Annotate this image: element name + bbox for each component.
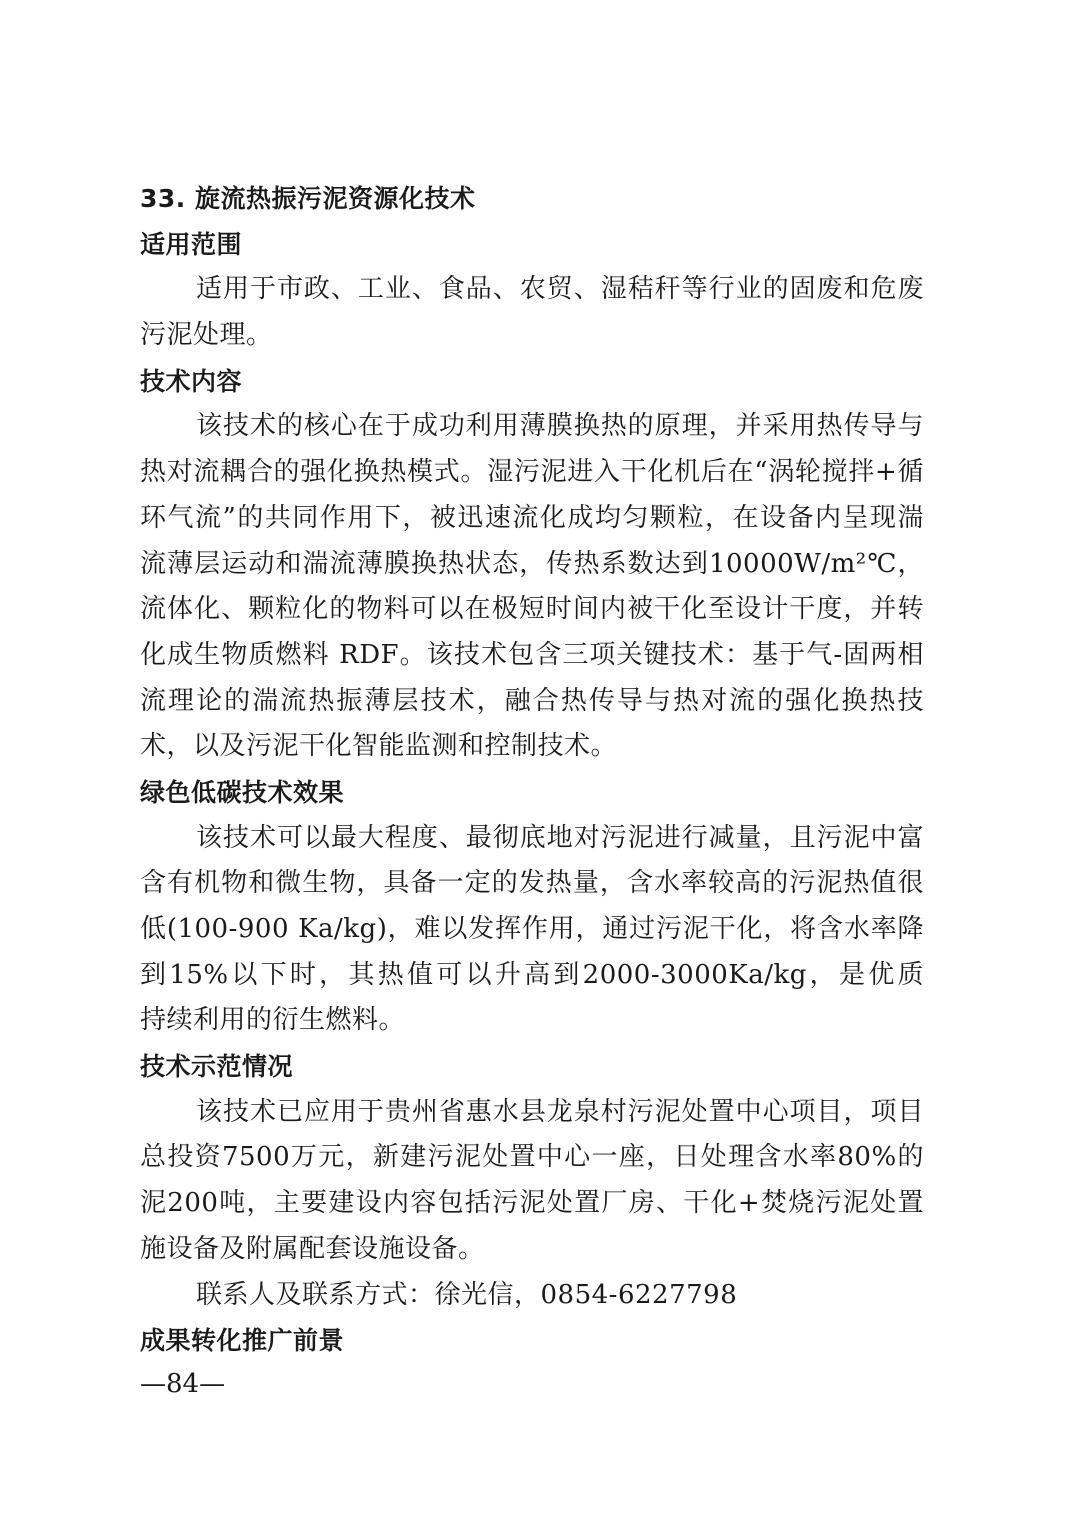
section-title: 33. 旋流热振污泥资源化技术 bbox=[140, 184, 476, 213]
page-number: —84— bbox=[140, 1369, 226, 1399]
demo-line: 总投资7500万元，新建污泥处置中心一座，日处理含水率80%的 bbox=[140, 1142, 924, 1173]
demo-line: 泥200吨，主要建设内容包括污泥处置厂房、干化+焚烧污泥处置 bbox=[140, 1188, 924, 1219]
outlook-heading: 成果转化推广前景 bbox=[140, 1326, 345, 1356]
content-line: 流体化、颗粒化的物料可以在极短时间内被干化至设计干度，并转 bbox=[140, 594, 924, 625]
effect-line: 低(100-900 Ka/kg)，难以发挥作用，通过污泥干化，将含水率降 bbox=[140, 914, 924, 944]
effect-line: 到15%以下时，其热值可以升高到2000-3000Ka/kg，是优质 bbox=[140, 959, 924, 990]
content-line: 化成生物质燃料 RDF。该技术包含三项关键技术：基于气-固两相 bbox=[140, 639, 924, 670]
page-content bbox=[140, 176, 924, 1364]
contact-line: 联系人及联系方式：徐光信，0854-6227798 bbox=[196, 1279, 738, 1310]
content-line: 流理论的湍流热振薄层技术，融合热传导与热对流的强化换热技 bbox=[140, 685, 924, 716]
demo-line: 施设备及附属配套设施设备。 bbox=[140, 1233, 485, 1264]
content-heading: 技术内容 bbox=[140, 366, 243, 396]
demo-line: 该技术已应用于贵州省惠水县龙泉村污泥处置中心项目，项目 bbox=[196, 1096, 924, 1127]
content-line: 流薄层运动和湍流薄膜换热状态，传热系数达到10000W/m²℃， bbox=[140, 548, 924, 579]
content-line: 该技术的核心在于成功利用薄膜换热的原理，并采用热传导与 bbox=[196, 411, 924, 442]
scope-line: 适用于市政、工业、食品、农贸、湿秸秆等行业的固废和危废 bbox=[196, 274, 924, 305]
content-line: 环气流”的共同作用下，被迅速流化成均匀颗粒，在设备内呈现湍 bbox=[140, 502, 924, 533]
content-line: 术，以及污泥干化智能监测和控制技术。 bbox=[140, 731, 618, 762]
scope-heading: 适用范围 bbox=[140, 229, 243, 259]
scope-line: 污泥处理。 bbox=[140, 320, 273, 351]
content-line: 热对流耦合的强化换热模式。湿污泥进入干化机后在“涡轮搅拌+循 bbox=[140, 457, 924, 488]
demo-heading: 技术示范情况 bbox=[140, 1052, 294, 1082]
effect-line: 该技术可以最大程度、最彻底地对污泥进行减量，且污泥中富 bbox=[196, 822, 924, 853]
effect-line: 含有机物和微生物，具备一定的发热量，含水率较高的污泥热值很 bbox=[140, 868, 924, 899]
effect-line: 持续利用的衍生燃料。 bbox=[140, 1005, 406, 1036]
effect-heading: 绿色低碳技术效果 bbox=[140, 777, 345, 807]
